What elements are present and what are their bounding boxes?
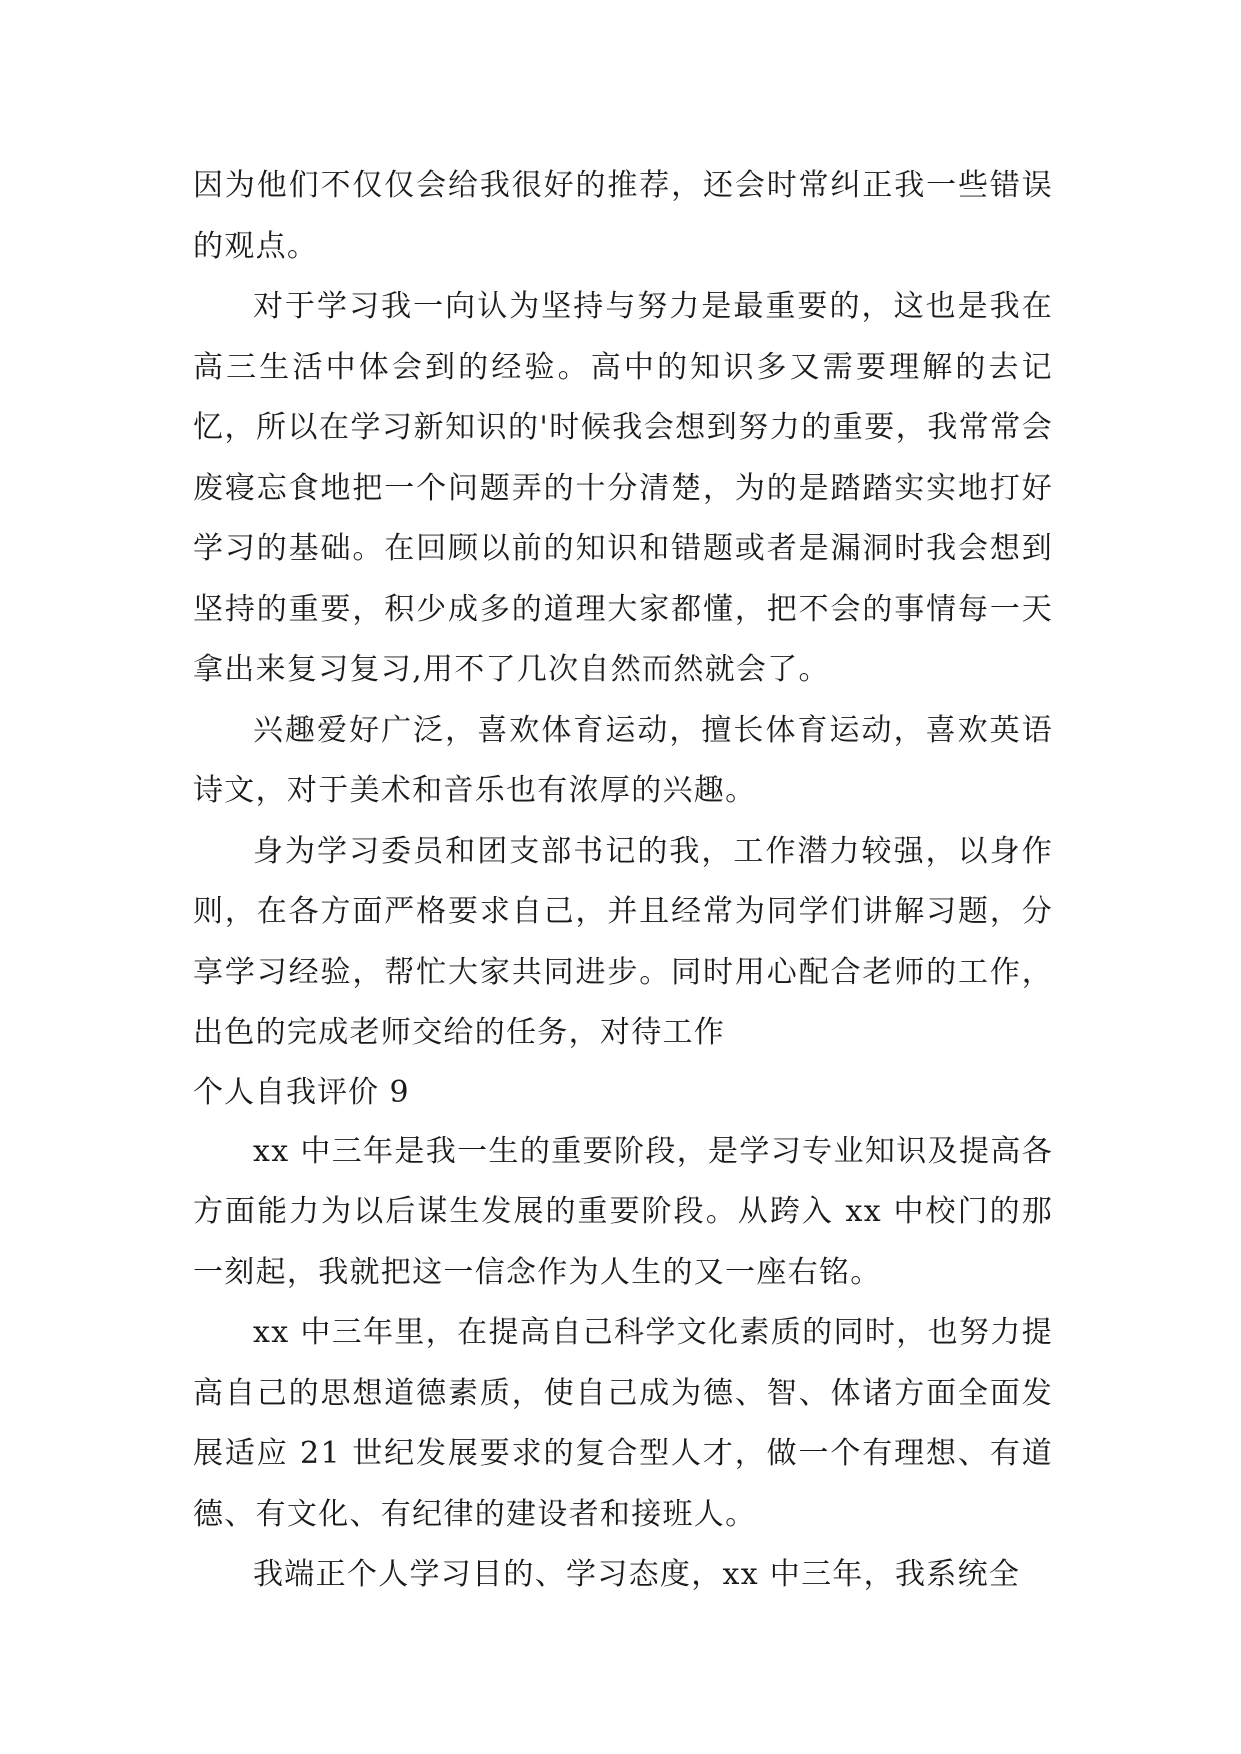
paragraph-moral-development: xx 中三年里，在提高自己科学文化素质的同时，也努力提高自己的思想道德素质，使自己成为德、智、体诸方面全面发展适应 21 世纪发展要求的复合型人才，做一个有理想、有道德、有文化、有纪律的建设者和接班人。	[193, 1315, 1053, 1532]
section-heading: 个人自我评价 9	[193, 1074, 410, 1110]
paragraph-hobbies: 兴趣爱好广泛，喜欢体育运动，擅长体育运动，喜欢英语诗文，对于美术和音乐也有浓厚的兴趣。	[193, 712, 1053, 808]
paragraph-work-role: 身为学习委员和团支部书记的我，工作潜力较强，以身作则，在各方面严格要求自己，并且经常为同学们讲解习题，分享学习经验，帮忙大家共同进步。同时用心配合老师的工作，出色的完成老师交给的任务，对待工作	[193, 833, 1053, 1050]
paragraph-learning-goals: 我端正个人学习目的、学习态度，xx 中三年，我系统全	[253, 1557, 1021, 1592]
paragraph-study-attitude: 对于学习我一向认为坚持与努力是最重要的，这也是我在高三生活中体会到的经验。高中的知识多又需要理解的去记忆，所以在学习新知识的'时候我会想到努力的重要，我常常会废寝忘食地把一个问题弄的十分清楚，为的是踏踏实实地打好学习的基础。在回顾以前的知识和错题或者是漏洞时我会想到坚持的重要，积少成多的道理大家都懂，把不会的事情每一天拿出来复习复习,用不了几次自然而然就会了。	[193, 289, 1053, 687]
paragraph-continuation: 因为他们不仅仅会给我很好的推荐，还会时常纠正我一些错误的观点。	[193, 168, 1053, 264]
document-body	[193, 156, 1053, 1606]
paragraph-three-years: xx 中三年是我一生的重要阶段，是学习专业知识及提高各方面能力为以后谋生发展的重要阶段。从跨入 xx 中校门的那一刻起，我就把这一信念作为人生的又一座右铭。	[193, 1133, 1053, 1290]
